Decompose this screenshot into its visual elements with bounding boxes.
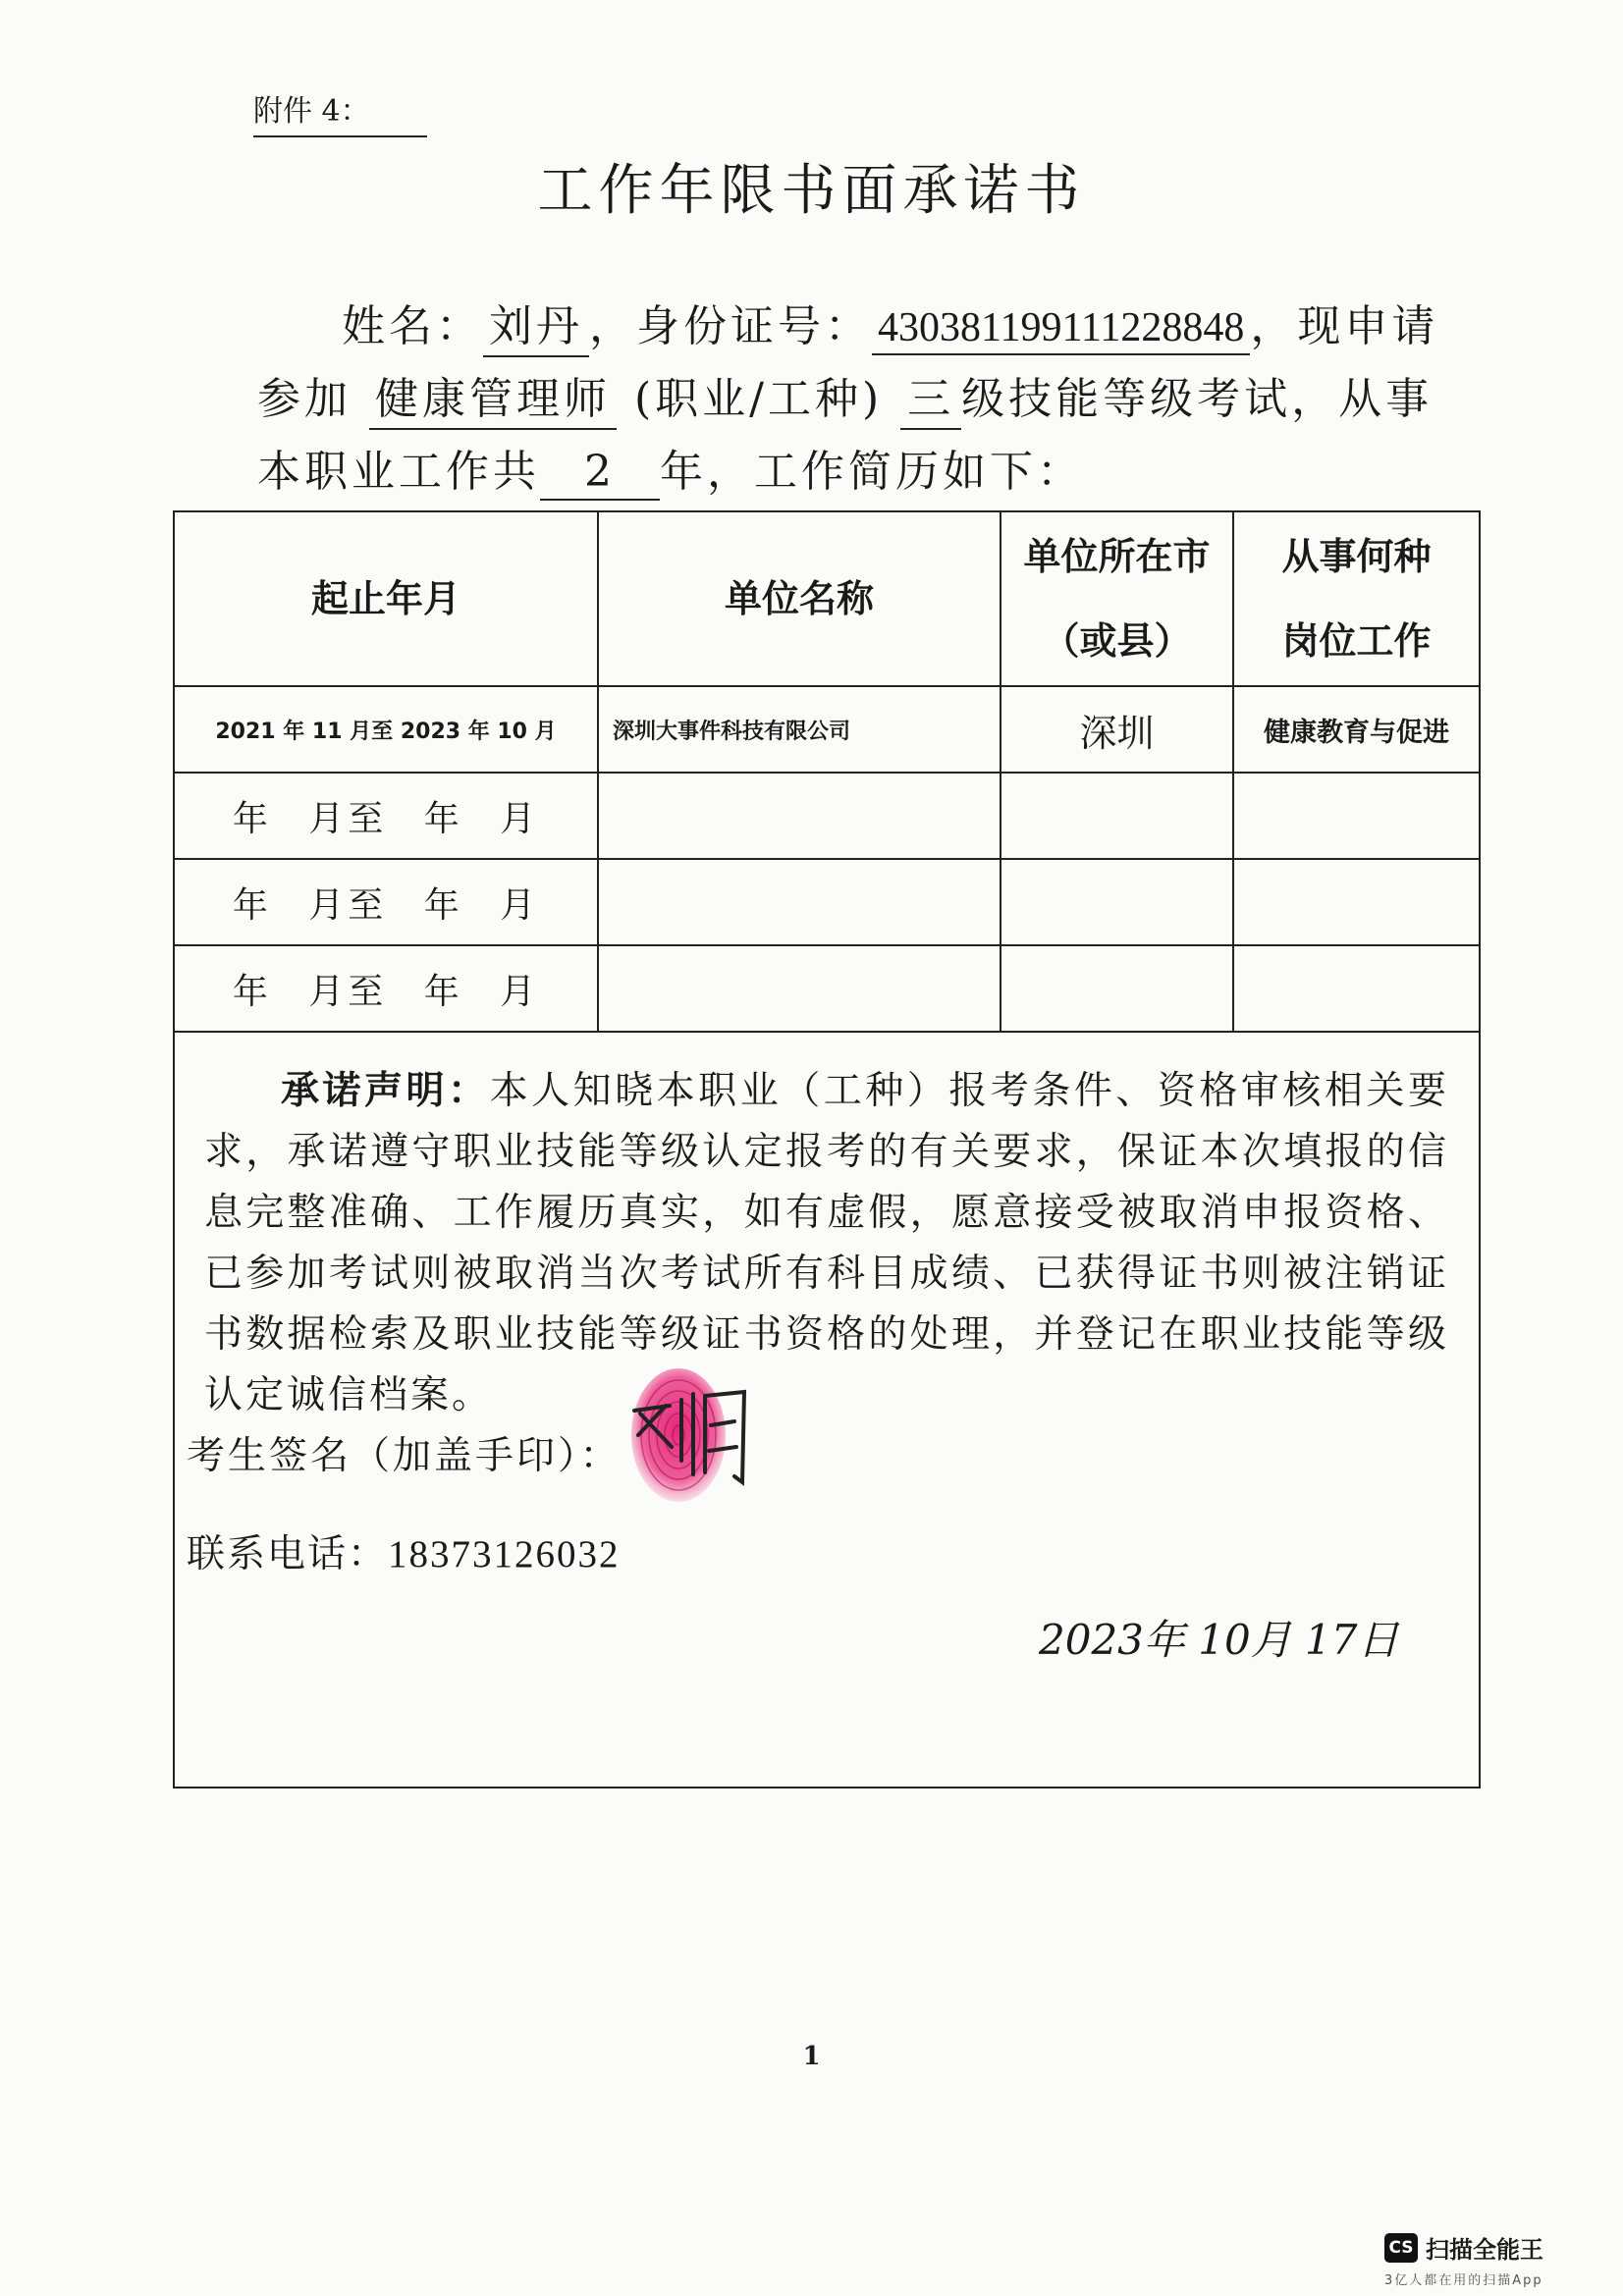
declaration-label: 承诺声明：: [281, 1068, 490, 1113]
city-header-line-2: （或县）: [1042, 619, 1192, 663]
name-label: 姓名：: [342, 301, 483, 351]
row1-city: 深圳: [1001, 686, 1233, 773]
row2-post: [1233, 773, 1480, 859]
row4-company: [598, 945, 1001, 1032]
row1-period: 2021 年 11 月至 2023 年 10 月: [174, 686, 598, 773]
intro-line-3: [257, 436, 1084, 501]
row4-period: 年 月至 年 月: [174, 945, 598, 1032]
post-header: [1233, 511, 1480, 686]
row3-post: [1233, 859, 1480, 945]
attachment-label: 附件 4：: [253, 86, 427, 137]
post-header-line-1: 从事何种: [1281, 535, 1432, 578]
handwritten-date: 2023年 10月 17日: [1039, 1616, 1399, 1664]
occupation-label: (职业/工种): [634, 374, 884, 424]
declaration-cell: [174, 1032, 1480, 1788]
table-row: [174, 686, 1480, 773]
row3-company: [598, 859, 1001, 945]
handwritten-signature: [626, 1366, 764, 1504]
resume-text: 年，工作简历如下：: [660, 447, 1084, 497]
row2-company: [598, 773, 1001, 859]
table-row: [174, 773, 1480, 859]
watermark-name: 扫描全能王: [1426, 2236, 1543, 2264]
post-header-line-2: 岗位工作: [1281, 619, 1432, 663]
signature-label: 考生签名（加盖手印）：: [187, 1434, 622, 1478]
page-number: 1: [802, 2042, 821, 2071]
row3-period: 年 月至 年 月: [174, 859, 598, 945]
join-text: 参加: [257, 374, 352, 424]
row1-company: 深圳大事件科技有限公司: [598, 686, 1001, 773]
level-value: 三: [900, 363, 961, 430]
apply-text: ，现申请: [1250, 301, 1439, 351]
declaration-body: 本人知晓本职业（工种）报考条件、资格审核相关要求，承诺遵守职业技能等级认定报考的有关要求，保证本次填报的信息完整准确、工作履历真实，如有虚假，愿意接受被取消申报资格、已参加考试则被取消当次考试所有科目成绩、已获得证书则被注销证书数据检索及职业技能等级证书资格的处理，并登记在职业技能等级认定诚信档案。: [204, 1069, 1449, 1417]
declaration-text: [204, 1060, 1449, 1426]
scanner-watermark: [1384, 2230, 1543, 2265]
phone-line: [187, 1523, 621, 1578]
id-label: ，身份证号：: [589, 301, 872, 351]
intro-line-2: [257, 363, 1433, 430]
city-header-line-1: 单位所在市: [1023, 535, 1211, 578]
document-title: 工作年限书面承诺书: [537, 159, 1086, 223]
occupation-value: 健康管理师: [369, 363, 617, 430]
row3-city: [1001, 859, 1233, 945]
company-header: 单位名称: [598, 511, 1001, 686]
level-text: 级技能等级考试，从事: [961, 374, 1434, 424]
city-header: [1001, 511, 1233, 686]
signature-line: [187, 1425, 622, 1480]
row2-period: 年 月至 年 月: [174, 773, 598, 859]
row4-post: [1233, 945, 1480, 1032]
row4-city: [1001, 945, 1233, 1032]
table-header-row: [174, 511, 1480, 686]
phone-label: 联系电话：: [187, 1532, 389, 1576]
declaration-row: [174, 1032, 1480, 1788]
row2-city: [1001, 773, 1233, 859]
camscanner-logo-icon: CS: [1384, 2233, 1418, 2263]
work-history-table: [173, 510, 1481, 1789]
row1-post: 健康教育与促进: [1233, 686, 1480, 773]
watermark-tagline: 3亿人都在用的扫描App: [1384, 2273, 1543, 2288]
table-row: [174, 945, 1480, 1032]
name-value: 刘丹: [483, 291, 589, 357]
phone-value: 18373126032: [388, 1533, 621, 1575]
years-label: 本职业工作共: [257, 447, 540, 497]
period-header: 起止年月: [174, 511, 598, 686]
table-row: [174, 859, 1480, 945]
id-number-value: 430381199111228848: [872, 304, 1250, 355]
intro-line-1: [342, 291, 1438, 357]
years-value: 2: [540, 447, 660, 501]
